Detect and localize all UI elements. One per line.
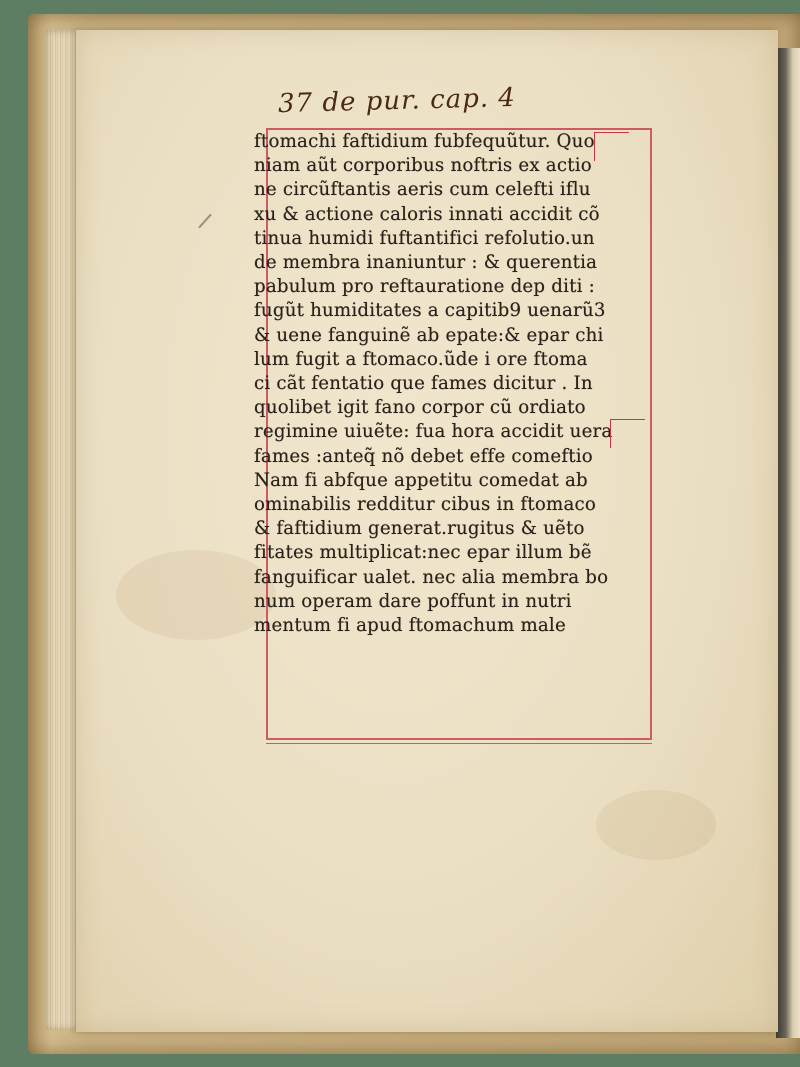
manuscript-heading: 37 de pur. cap. 4 bbox=[277, 82, 517, 120]
text-line: tinua humidi fuftantifici refolutio.un bbox=[254, 227, 595, 249]
text-line: niam aũt corporibus noftris ex actio bbox=[254, 155, 592, 177]
text-line: de membra inaniuntur : & querentia bbox=[254, 252, 598, 274]
paper-stain bbox=[116, 550, 276, 640]
text-line: ominabilis redditur cibus in ftomaco bbox=[254, 494, 597, 516]
text-line: mentum fi apud ftomachum male bbox=[254, 615, 566, 637]
text-line: fanguificar ualet. nec alia membra bo bbox=[254, 566, 609, 588]
printed-text-block bbox=[254, 130, 654, 638]
text-line: lum fugit a ftomaco.ũde i ore ftoma bbox=[254, 348, 588, 370]
text-line: num operam dare poffunt in nutri bbox=[254, 590, 572, 612]
text-line: pabulum pro reftauratione dep diti : bbox=[254, 276, 595, 298]
text-line: ne circũftantis aeris cum celefti iflu bbox=[254, 179, 591, 201]
text-line: ci cãt fentatio que fames dicitur . In bbox=[254, 373, 593, 395]
text-line: xu & actione caloris innati accidit cõ bbox=[254, 203, 600, 225]
text-line: fitates multiplicat:nec epar illum bẽ bbox=[254, 542, 592, 564]
right-page-edge bbox=[776, 48, 800, 1038]
text-line: fugũt humiditates a capitib9 uenarũ3 bbox=[254, 300, 606, 322]
paper-stain bbox=[596, 790, 716, 860]
text-line: regimine uiuẽte: fua hora accidit uera bbox=[254, 421, 613, 443]
text-line: & faftidium generat.rugitus & uẽto bbox=[254, 518, 585, 540]
text-line: Nam fi abfque appetitu comedat ab bbox=[254, 469, 588, 491]
text-line: & uene fanguinẽ ab epate:& epar chi bbox=[254, 324, 604, 346]
text-line: fames :anteq̃ nõ debet effe comeftio bbox=[254, 445, 593, 467]
text-line: ftomachi faftidium fubfequũtur. Quo bbox=[254, 131, 595, 152]
text-line: quolibet igit fano corpor cũ ordiato bbox=[254, 397, 586, 419]
